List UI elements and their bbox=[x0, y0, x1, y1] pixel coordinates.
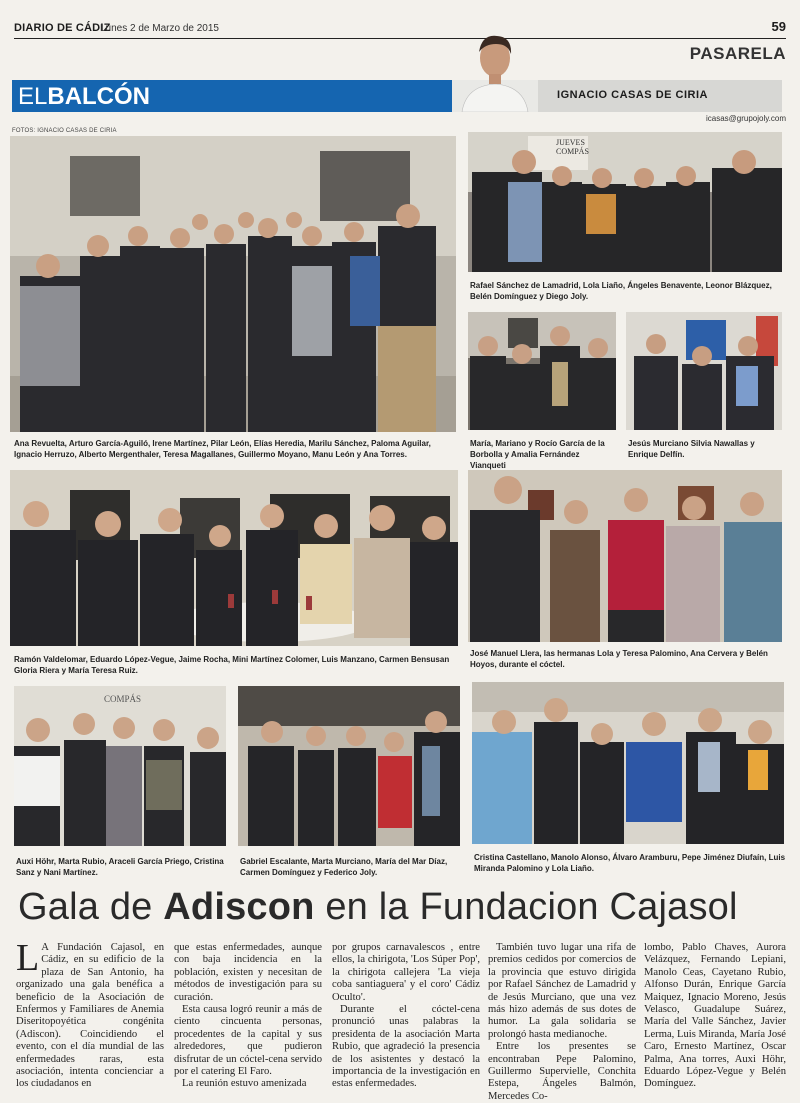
column-name bbox=[18, 83, 150, 111]
photo-group-6 bbox=[468, 470, 782, 642]
article-col2-p3: La reunión estuvo amenizada bbox=[182, 1078, 307, 1090]
article-column-1 bbox=[16, 937, 164, 1091]
column-header-bar bbox=[12, 80, 782, 112]
photo-group-3 bbox=[468, 312, 616, 430]
author-name: IGNACIO CASAS DE CIRIA bbox=[557, 89, 708, 101]
photo-group-1 bbox=[10, 136, 456, 432]
photo-group-9 bbox=[472, 682, 784, 844]
photo-7-sign: COMPÁS bbox=[104, 694, 142, 704]
caption-8: Gabriel Escalante, Marta Murciano, María del Mar Díaz, Carmen Domínguez y Federico Joly. bbox=[240, 857, 448, 877]
article-col5-text: lombo, Pablo Chaves, Aurora Velázquez, Fernando Lepiani, Manolo Ceas, Cayetano Rubio, Alfonso Durán, Enrique García Maiquez, Ignacio Moreno, Jesús Velasco, Guadalupe Suárez, María del Valle Sánchez, Javier Lerma, Luis Miranda, María José Caro, Ernesto Martínez, Oscar Palma, Ana torres, Auxi Höhr, Eduardo López-Vegue y Belén Domínguez. bbox=[644, 942, 786, 1090]
photo-group-5 bbox=[10, 470, 458, 646]
article-column-2 bbox=[174, 942, 322, 1091]
caption-2: Rafael Sánchez de Lamadrid, Lola Liaño, Ángeles Benavente, Leonor Blázquez, Belén Domínguez y Diego Joly. bbox=[470, 281, 772, 301]
drop-cap: L bbox=[16, 937, 40, 979]
article-column-5 bbox=[644, 942, 786, 1091]
caption-3: María, Mariano y Rocío García de la Borbolla y Amalia Fernández Vianqueti bbox=[470, 439, 605, 470]
page-number: 59 bbox=[771, 19, 786, 34]
column-name-light: EL bbox=[18, 83, 48, 110]
article-col3-p1: por grupos carnavalescos , entre ellos, la chirigota, 'Los Súper Pop', la chirigota callejera 'La vieja coba santiaguera' y el coro' Cádiz Oculto'. bbox=[332, 942, 480, 1003]
photo-group-7 bbox=[14, 686, 226, 846]
masthead bbox=[14, 18, 786, 39]
article-col2-p1: que estas enfermedades, aunque con baja incidencia en la población, existen y necesitan de métodos de investigación para su curación. bbox=[174, 942, 322, 1003]
article-col4-p1: También tuvo lugar una rifa de premios cedidos por comercios de la provincia que estuvo dirigida por Rafael Sánchez de Lamadrid y de Jesús Murciano, que una vez más hizo además de sus dotes de humor. La gala solidaria se prolongó hasta medianoche. bbox=[488, 942, 636, 1040]
article-col3-p2: Durante el cóctel-cena pronunció unas palabras la presidenta de la asociación Marta Rubio, que agradeció la presencia de los asistentes y destacó la importancia de la investigación en estas enfermedades. bbox=[332, 1004, 480, 1090]
photo-group-4 bbox=[626, 312, 782, 430]
article-column-4 bbox=[488, 942, 636, 1103]
headline-post: en la Fundacion Cajasol bbox=[314, 886, 738, 928]
issue-date: Lunes 2 de Marzo de 2015 bbox=[100, 23, 219, 34]
caption-1: Ana Revuelta, Arturo García-Aguiló, Irene Martínez, Pilar León, Elías Heredia, Marilu Sánchez, Paloma Aguilar, Ignacio Herruzo, Alberto Mergenthaler, Teresa Magallanes, Guillermo Moyano, Manu León y Ana Torres. bbox=[14, 439, 431, 459]
column-name-bold: BALCÓN bbox=[47, 83, 151, 110]
newspaper-name: DIARIO DE CÁDIZ bbox=[14, 22, 111, 34]
caption-7: Auxi Höhr, Marta Rubio, Araceli García Priego, Cristina Sanz y Nani Martínez. bbox=[16, 857, 224, 877]
caption-9: Cristina Castellano, Manolo Alonso, Álvaro Aramburu, Pepe Jiménez Diufaín, Luis Miranda Palomino y Lola Liaño. bbox=[474, 853, 786, 873]
headline-bold: Adiscon bbox=[163, 886, 315, 928]
article-column-3 bbox=[332, 942, 480, 1091]
author-email: icasas@grupojoly.com bbox=[705, 114, 786, 123]
caption-6: José Manuel Llera, las hermanas Lola y Teresa Palomino, Ana Cervera y Belén Hoyos, durante el cóctel. bbox=[470, 649, 768, 669]
column-name-box bbox=[12, 80, 456, 112]
caption-4: Jesús Murciano Silvia Nawallas y Enrique Delfín. bbox=[628, 439, 755, 459]
author-portrait bbox=[452, 24, 538, 112]
caption-5: Ramón Valdelomar, Eduardo López-Vegue, Jaime Rocha, Mini Martínez Colomer, Luis Manzano, Carmen Bensusan Gloria Riera y María Teresa Ruiz. bbox=[14, 655, 450, 675]
article-headline bbox=[18, 886, 788, 929]
article-col2-p2: Esta causa logró reunir a más de ciento cincuenta personas, procedentes de la capital y sus alrededores, que pudieron disfrutar de un cóctel-cena servido por el catering El Faro. bbox=[174, 1004, 322, 1078]
article-col1-text: A Fundación Cajasol, en Cádiz, en su edificio de la plaza de San Antonio, ha organizado una gala benéfica a beneficio de la Asociación de Enfermos y Familiares de Anemia Diseritopoyética congénita (Adiscon). Coincidiendo el evento, con el día mundial de las enfermedades raras, esta asociación, intenta concienciar a los ciudadanos en bbox=[16, 942, 164, 1090]
photo-group-8 bbox=[238, 686, 460, 846]
photo-2-sign: JUEVES COMPÁS bbox=[556, 138, 589, 156]
photo-credit: FOTOS: IGNACIO CASAS DE CIRIA bbox=[12, 128, 117, 134]
headline-pre: Gala de bbox=[18, 886, 164, 928]
article-col4-p2: Entre los presentes se encontraban Pepe Palomino, Guillermo Supervielle, Conchita Estepa, Ángeles Balmón, Mercedes Co- bbox=[488, 1041, 636, 1102]
photo-group-2 bbox=[468, 132, 782, 272]
section-title: PASARELA bbox=[689, 44, 786, 63]
